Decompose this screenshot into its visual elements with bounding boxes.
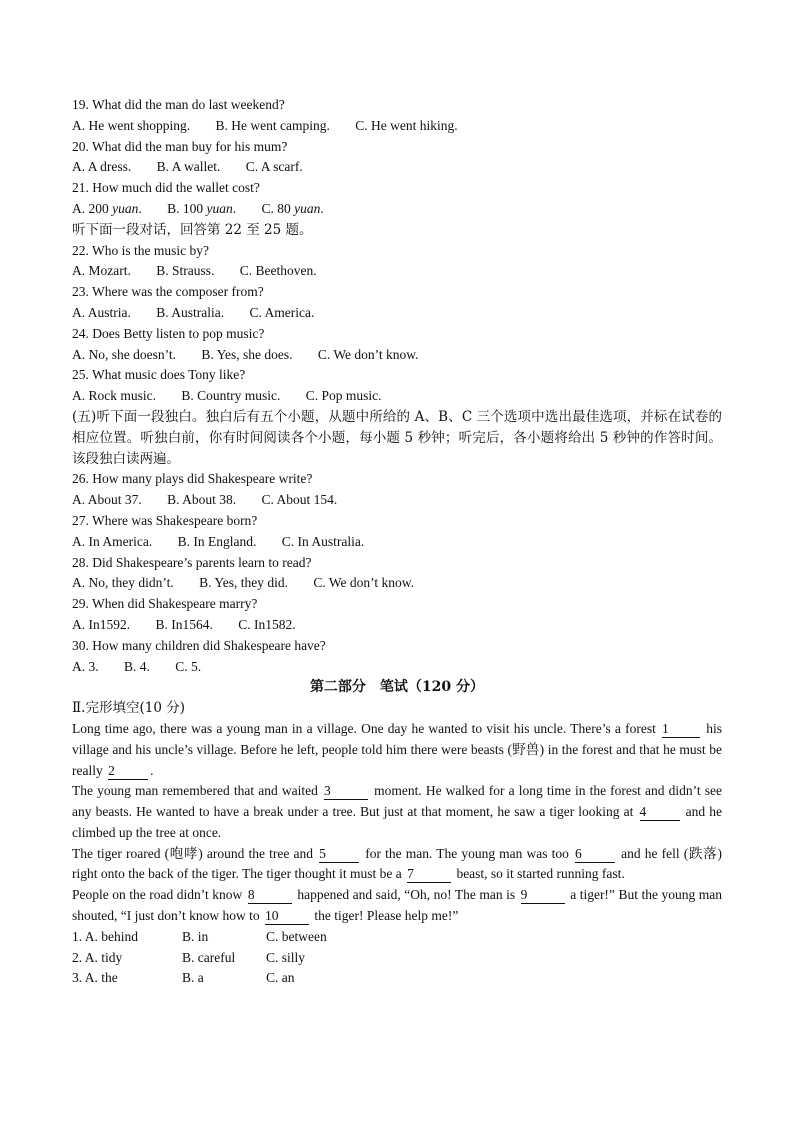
option-b: B. In1564. xyxy=(155,616,213,632)
text-segment: and he climbed up the tree at once. xyxy=(72,804,722,840)
question-20: 20. What did the man buy for his mum? xyxy=(72,138,288,154)
option-b: B. About 38. xyxy=(167,492,237,508)
option-b: B. He went camping. xyxy=(215,117,330,133)
text-segment: Long time ago, there was a young man in a village. One day he wanted to visit his uncle. There’s a forest xyxy=(72,720,661,736)
option-a: A. About 37. xyxy=(72,492,142,508)
blank-7: 7 xyxy=(407,866,451,883)
text-segment: moment. He walked for a long time in the forest and didn’t see any beasts. He wanted to have a break under a tree. But just at that moment, he saw a tiger looking at xyxy=(72,783,722,820)
cloze-heading: Ⅱ.完形填空(10 分) xyxy=(72,700,185,717)
cloze-options-1 xyxy=(72,927,722,948)
option-a: A. Austria. xyxy=(72,304,131,320)
blank-10: 10 xyxy=(265,908,309,925)
options-30 xyxy=(72,657,722,678)
options-29 xyxy=(72,615,722,636)
option-a: A. He went shopping. xyxy=(72,117,191,133)
option-c: C. 5. xyxy=(175,658,202,674)
part-2-title: 第二部分 笔试（120 分） xyxy=(309,679,485,696)
options-26 xyxy=(72,490,722,511)
option-b: B. 4. xyxy=(124,658,150,674)
options-24 xyxy=(72,345,722,366)
option-c: C. In Australia. xyxy=(281,533,365,549)
blank-6: 6 xyxy=(575,846,615,863)
option-a: A. In1592. xyxy=(72,616,131,632)
option-b: B. A wallet. xyxy=(156,159,221,175)
option-a: A. Mozart. xyxy=(72,263,131,279)
text-segment: The tiger roared (咆哮) around the tree and xyxy=(72,845,318,861)
section-5-instruction: (五)听下面一段独白。独白后有五个小题，从题中所给的 A、B、C 三个选项中选出最佳选项，并标在试卷的相应位置。听独白前，你有时间阅读各个小题，每小题 5 秒钟；听完后，各小题将给出 5 秒钟的作答时间。该段独白读两遍。 xyxy=(72,408,722,467)
option-a: 3. A. the xyxy=(72,970,118,986)
option-a-text: A. 200 xyxy=(72,200,113,216)
option-c: C. Beethoven. xyxy=(239,263,317,279)
option-c: C. About 154. xyxy=(261,492,338,508)
options-28 xyxy=(72,573,722,594)
question-26: 26. How many plays did Shakespeare write? xyxy=(72,471,313,487)
option-b: B. careful xyxy=(182,949,236,965)
options-27 xyxy=(72,532,722,553)
text-segment: beast, so it started running fast. xyxy=(453,866,625,882)
text-segment: a tiger!” But the young man shouted, “I just don’t know how to xyxy=(72,887,722,924)
cloze-options-2 xyxy=(72,948,722,969)
option-a: A. No, she doesn’t. xyxy=(72,346,176,362)
option-c: C. America. xyxy=(249,304,315,320)
text-segment: the tiger! Please help me!” xyxy=(311,908,459,924)
option-c-text: C. 80 xyxy=(261,200,295,216)
text-segment: and he fell (跌落) right onto the back of the tiger. The tiger thought it must be a xyxy=(72,845,722,882)
option-a: 1. A. behind xyxy=(72,928,138,944)
option-b: B. Yes, they did. xyxy=(199,575,289,591)
cloze-paragraph-4 xyxy=(72,885,722,927)
option-b: B. in xyxy=(182,928,209,944)
option-b: B. a xyxy=(182,970,204,986)
option-b: B. Australia. xyxy=(156,304,225,320)
question-25: 25. What music does Tony like? xyxy=(72,367,246,383)
options-19 xyxy=(72,116,722,137)
option-c: C. We don’t know. xyxy=(313,575,415,591)
text-segment: People on the road didn’t know xyxy=(72,887,246,903)
unit-yuan: yuan xyxy=(112,200,139,216)
option-a: A. No, they didn’t. xyxy=(72,575,174,591)
option-b: B. In England. xyxy=(177,533,257,549)
option-c: C. between xyxy=(266,928,327,944)
option-c: C. an xyxy=(266,970,295,986)
options-21 xyxy=(72,199,722,220)
text-segment: for the man. The young man was too xyxy=(361,845,574,861)
option-b: B. Yes, she does. xyxy=(201,346,293,362)
question-27: 27. Where was Shakespeare born? xyxy=(72,512,258,528)
cloze-paragraph-1 xyxy=(72,719,722,781)
blank-4: 4 xyxy=(640,804,680,821)
unit-yuan: yuan xyxy=(294,200,321,216)
option-b: B. Strauss. xyxy=(156,263,215,279)
option-a: A. 200 yuan. xyxy=(72,200,142,216)
question-22: 22. Who is the music by? xyxy=(72,242,209,258)
option-c: C. Pop music. xyxy=(305,388,382,404)
options-23 xyxy=(72,303,722,324)
option-a: A. 3. xyxy=(72,658,99,674)
options-22 xyxy=(72,261,722,282)
question-29: 29. When did Shakespeare marry? xyxy=(72,596,258,612)
question-23: 23. Where was the composer from? xyxy=(72,284,264,300)
question-19: 19. What did the man do last weekend? xyxy=(72,97,285,112)
option-c: C. He went hiking. xyxy=(355,117,458,133)
text-segment: his village and his uncle’s village. Before he left, people told him there were beasts (野兽) in the forest and that he must be really xyxy=(72,720,722,778)
text-segment: happened and said, “Oh, no! The man is xyxy=(293,887,519,903)
cloze-paragraph-3 xyxy=(72,844,722,886)
instruction-22-25: 听下面一段对话，回答第 22 至 25 题。 xyxy=(72,221,313,238)
options-25 xyxy=(72,386,722,407)
option-c: C. We don’t know. xyxy=(317,346,419,362)
option-a: A. A dress. xyxy=(72,159,132,175)
option-b-text: B. 100 xyxy=(167,200,207,216)
blank-9: 9 xyxy=(521,887,565,904)
option-c: C. silly xyxy=(266,949,306,965)
blank-2: 2 xyxy=(108,763,148,780)
blank-1: 1 xyxy=(662,721,700,738)
option-b: B. Country music. xyxy=(181,388,281,404)
option-a: A. In America. xyxy=(72,533,153,549)
option-a: A. Rock music. xyxy=(72,388,156,404)
blank-3: 3 xyxy=(324,783,368,800)
option-b: B. 100 yuan. xyxy=(167,200,237,216)
question-24: 24. Does Betty listen to pop music? xyxy=(72,325,265,341)
option-a: 2. A. tidy xyxy=(72,949,123,965)
question-28: 28. Did Shakespeare’s parents learn to read? xyxy=(72,554,312,570)
unit-yuan: yuan xyxy=(206,200,233,216)
option-c: C. 80 yuan. xyxy=(261,200,324,216)
blank-5: 5 xyxy=(319,846,359,863)
text-segment: . xyxy=(150,762,154,778)
cloze-paragraph-2 xyxy=(72,781,722,843)
cloze-options-3 xyxy=(72,968,722,989)
blank-8: 8 xyxy=(248,887,292,904)
question-21: 21. How much did the wallet cost? xyxy=(72,180,260,196)
question-30: 30. How many children did Shakespeare have? xyxy=(72,637,326,653)
text-segment: The young man remembered that and waited xyxy=(72,783,322,799)
options-20 xyxy=(72,157,722,178)
option-c: C. A scarf. xyxy=(245,159,303,175)
option-c: C. In1582. xyxy=(238,616,296,632)
